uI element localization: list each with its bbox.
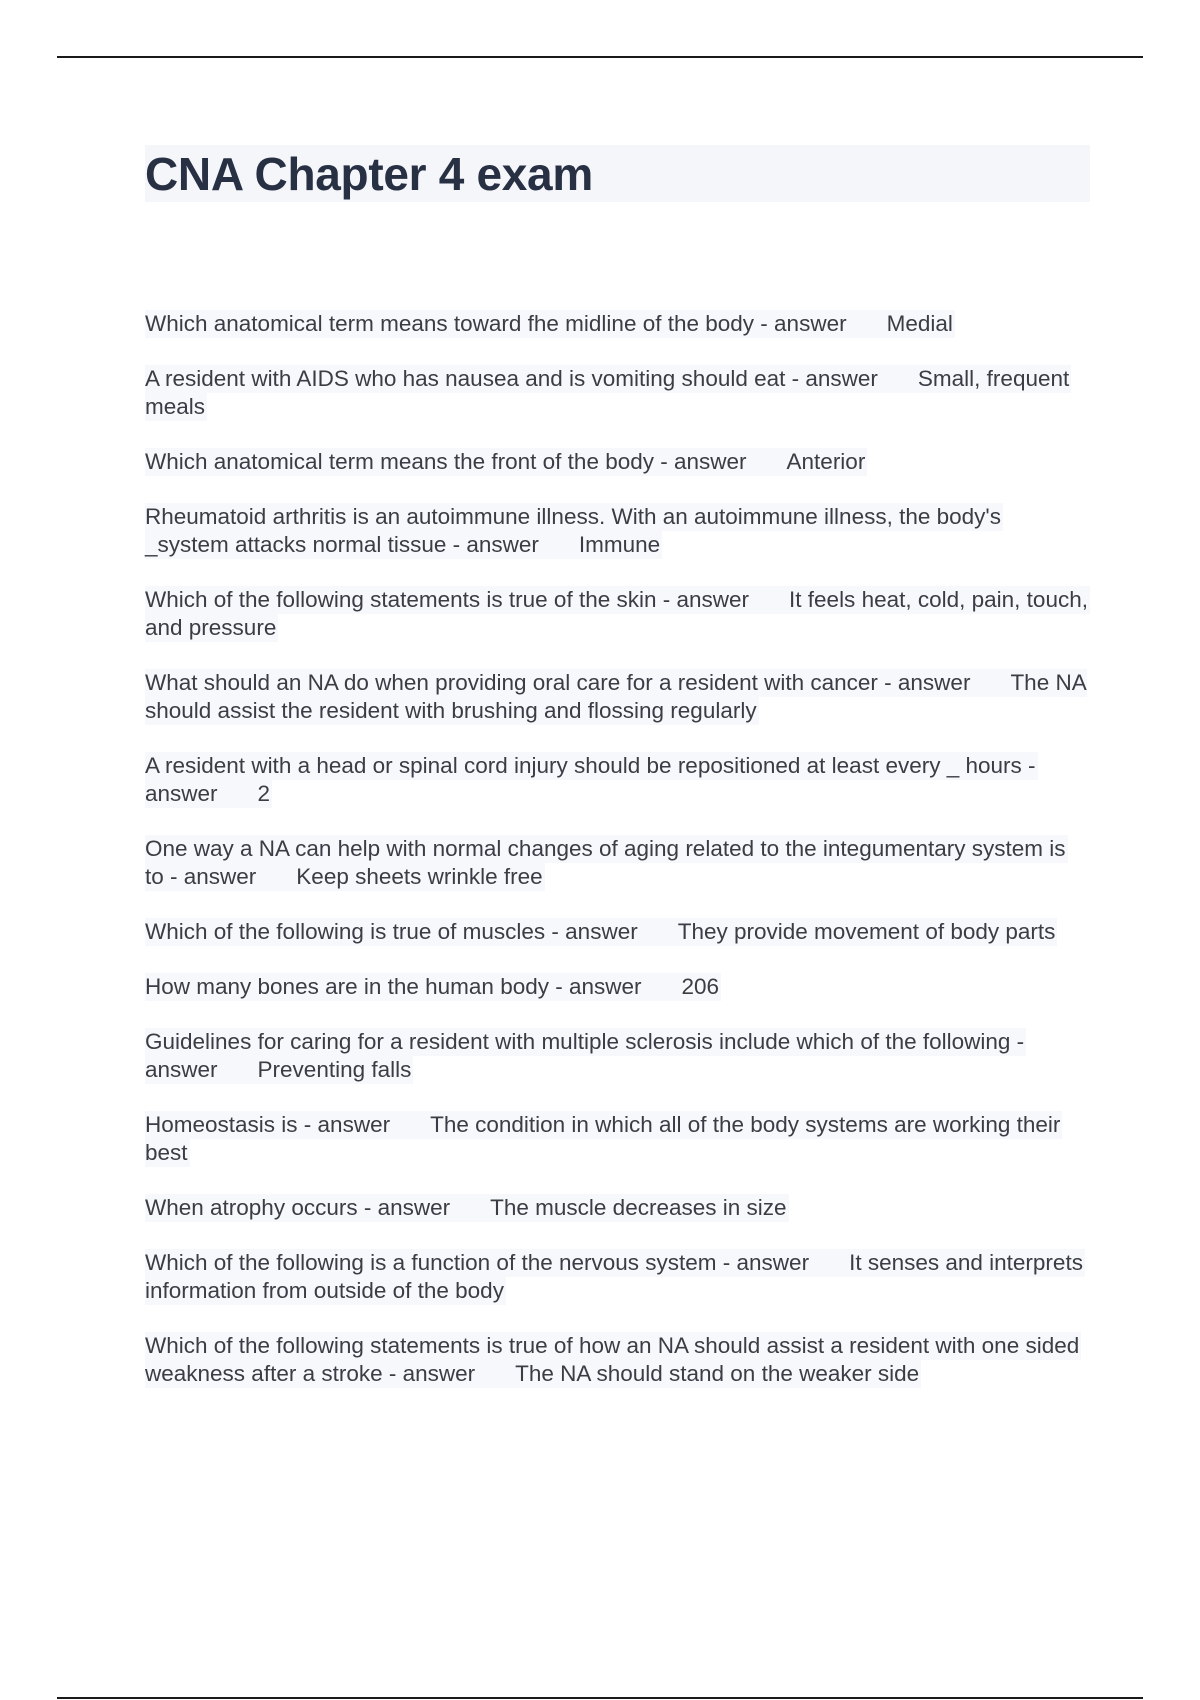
answer-separator: - answer — [785, 366, 878, 391]
qa-text — [145, 1249, 1085, 1305]
bottom-rule — [57, 1697, 1143, 1699]
list-item — [145, 503, 1090, 559]
answer-separator: - answer — [382, 1361, 476, 1386]
list-item — [145, 1332, 1090, 1388]
answer-separator: - answer — [754, 311, 847, 336]
qa-text — [145, 1028, 1026, 1084]
answer-text: The muscle decreases in size — [490, 1195, 787, 1220]
answer-text: Anterior — [786, 449, 866, 474]
question-text: When atrophy occurs — [145, 1195, 358, 1220]
qa-text — [145, 669, 1087, 725]
list-item — [145, 586, 1090, 642]
question-text: Homeostasis is — [145, 1112, 298, 1137]
answer-separator: - answer — [297, 1112, 391, 1137]
answer-separator: - answer — [549, 974, 642, 999]
answer-separator: - answer — [877, 670, 971, 695]
qa-text — [145, 1111, 1062, 1167]
qa-text — [145, 1332, 1081, 1388]
question-text: Which of the following statements is true of the skin — [145, 587, 657, 612]
question-text: Rheumatoid arthritis is an autoimmune illness. With an autoimmune illness, the body's _system attacks normal tissue — [145, 504, 1001, 557]
question-text: How many bones are in the human body — [145, 974, 549, 999]
question-text: Which of the following is true of muscles — [145, 919, 546, 944]
answer-text: 206 — [681, 974, 720, 999]
qa-text — [145, 918, 1057, 946]
answer-separator: - answer — [145, 753, 1036, 806]
list-item — [145, 669, 1090, 725]
qa-text — [145, 586, 1090, 642]
question-text: Which anatomical term means the front of the body — [145, 449, 654, 474]
question-text: Which of the following is a function of the nervous system — [145, 1250, 717, 1275]
question-text: One way a NA can help with normal changes of aging related to the integumentary system is to — [145, 836, 1066, 889]
answer-text: They provide movement of body parts — [677, 919, 1056, 944]
answer-separator: - answer — [654, 449, 747, 474]
qa-text — [145, 448, 867, 476]
top-rule — [57, 56, 1143, 58]
title-band — [145, 145, 1090, 202]
page-title: CNA Chapter 4 exam — [145, 147, 593, 200]
answer-separator: - answer — [545, 919, 638, 944]
question-text: What should an NA do when providing oral care for a resident with cancer — [145, 670, 878, 695]
answer-text: It senses and interprets information from outside of the body — [145, 1250, 1083, 1303]
list-item — [145, 973, 1090, 1001]
answer-separator: - answer — [145, 1029, 1025, 1082]
answer-text: Keep sheets wrinkle free — [296, 864, 543, 889]
answer-text: Preventing falls — [257, 1057, 412, 1082]
list-item — [145, 1028, 1090, 1084]
qa-text — [145, 973, 721, 1001]
answer-text: The NA should stand on the weaker side — [515, 1361, 920, 1386]
qa-text — [145, 365, 1071, 421]
answer-text: Immune — [578, 532, 661, 557]
answer-separator: - answer — [446, 532, 539, 557]
list-item — [145, 1111, 1090, 1167]
list-item — [145, 835, 1090, 891]
question-text: Guidelines for caring for a resident with multiple sclerosis include which of the following — [145, 1029, 1011, 1054]
answer-text: The NA should assist the resident with brushing and flossing regularly — [145, 670, 1086, 723]
answer-text: It feels heat, cold, pain, touch, and pressure — [145, 587, 1088, 640]
answer-separator: - answer — [163, 864, 257, 889]
answer-text: Small, frequent meals — [145, 366, 1070, 419]
list-item — [145, 752, 1090, 808]
question-text: Which of the following statements is true of how an NA should assist a resident with one sided weakness after a stroke — [145, 1333, 1080, 1386]
qa-text — [145, 310, 955, 338]
list-item — [145, 365, 1090, 421]
document-page — [145, 145, 1090, 1386]
question-text: Which anatomical term means toward fhe midline of the body — [145, 311, 755, 336]
answer-separator: - answer — [357, 1195, 451, 1220]
answer-separator: - answer — [656, 587, 750, 612]
qa-text — [145, 835, 1068, 891]
answer-text: The condition in which all of the body systems are working their best — [145, 1112, 1061, 1165]
answer-text: 2 — [257, 781, 271, 806]
qa-text — [145, 1194, 789, 1222]
question-text: A resident with a head or spinal cord injury should be repositioned at least every _ hours — [145, 753, 1022, 778]
answer-separator: - answer — [716, 1250, 810, 1275]
answer-text: Medial — [886, 311, 953, 336]
list-item — [145, 918, 1090, 946]
question-answer-list — [145, 310, 1090, 1415]
question-text: A resident with AIDS who has nausea and is vomiting should eat — [145, 366, 786, 391]
list-item — [145, 1249, 1090, 1305]
list-item — [145, 448, 1090, 476]
list-item — [145, 310, 1090, 338]
list-item — [145, 1194, 1090, 1222]
qa-text — [145, 752, 1038, 808]
qa-text — [145, 503, 1003, 559]
